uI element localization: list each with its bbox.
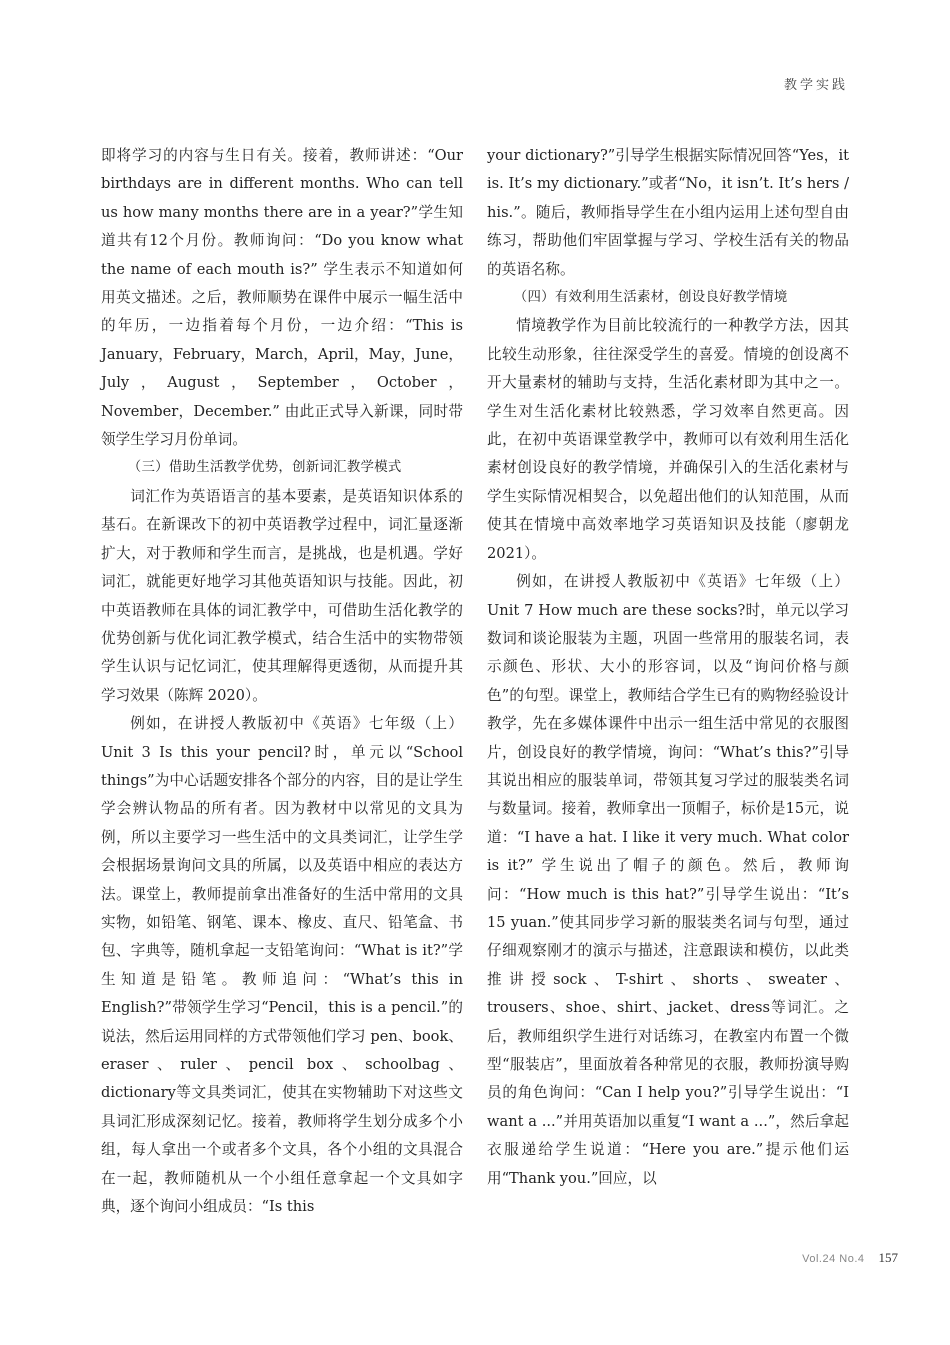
page-number: 157 xyxy=(878,1250,898,1265)
paragraph: 即将学习的内容与生日有关。接着，教师讲述：“Our birthdays are in different months. Who can tell us how many months there are in a year?”学生知道共有12个月份。教师询问：“Do you know what the name of each mouth is?” 学生表示不知道如何用英文描述。之后，教师顺势在课件中展示一幅生活中的年历，一边指着每个月份，一边介绍：“This is January，February，March，April，May，June，July，August，September，October，November，December.” 由此正式导入新课，同时带领学生学习月份单词。 xyxy=(101,147,463,449)
section-heading-4: （四）有效利用生活素材，创设良好教学情境 xyxy=(513,290,788,306)
paragraph: 情境教学作为目前比较流行的一种教学方法，因其比较生动形象，往往深受学生的喜爱。情境的创设离不开大量素材的辅助与支持，生活化素材即为其中之一。学生对生活化素材比较熟悉，学习效率自然更高。因此，在初中英语课堂教学中，教师可以有效利用生活化素材创设良好的教学情境，并确保引入的生活化素材与学生实际情况相契合，以免超出他们的认知范围，从而使其在情境中高效率地学习英语知识及技能（廖朝龙 2021）。 xyxy=(487,317,849,562)
paragraph: 词汇作为英语语言的基本要素，是英语知识体系的基石。在新课改下的初中英语教学过程中，词汇量逐渐扩大，对于教师和学生而言，是挑战，也是机遇。学好词汇，就能更好地学习其他英语知识与技能。因此，初中英语教师在具体的词汇教学中，可借助生活化教学的优势创新与优化词汇教学模式，结合生活中的实物带领学生认识与记忆词汇，使其理解得更透彻，从而提升其学习效果（陈辉 2020）。 xyxy=(101,487,463,704)
volume-info: Vol.24 No.4 xyxy=(802,1253,865,1265)
left-column xyxy=(101,142,463,1221)
paragraph: 例如，在讲授人教版初中《英语》七年级（上）Unit 7 How much are these socks?时，单元以学习数词和谈论服装为主题，巩固一些常用的服装名词，表示颜色、形状、大小的形容词，以及“询问价格与颜色”的句型。课堂上，教师结合学生已有的购物经验设计教学，先在多媒体课件中出示一组生活中常见的衣服图片，创设良好的教学情境，询问：“What’s this?”引导其说出相应的服装单词，带领其复习学过的服装类名词与数量词。接着，教师拿出一顶帽子，标价是15元，说道：“I have a hat. I like it very much. What color is it?” 学生说出了帽子的颜色。然后，教师询问：“How much is this hat?”引导学生说出：“It’s 15 yuan.”使其同步学习新的服装类名词与句型，通过仔细观察刚才的演示与描述，注意跟读和模仿，以此类推讲授sock、T-shirt、shorts、sweater、trousers、shoe、shirt、jacket、dress等词汇。之后，教师组织学生进行对话练习，在教室内布置一个微型“服装店”，里面放着各种常见的衣服，教师扮演导购员的角色询问：“Can I help you?”引导学生说出：“I want a ...”并用英语加以重复“I want a ...”，然后拿起衣服递给学生说道：“Here you are.”提示他们运用“Thank you.”回应，以 xyxy=(487,573,849,1187)
right-column xyxy=(487,142,849,1193)
page-footer xyxy=(802,1250,898,1266)
section-heading-3: （三）借助生活教学优势，创新词汇教学模式 xyxy=(127,460,402,476)
paragraph: 例如，在讲授人教版初中《英语》七年级（上）Unit 3 Is this your pencil?时，单元以“School things”为中心话题安排各个部分的内容，目的是让学生学会辨认物品的所有者。因为教材中以常见的文具为例，所以主要学习一些生活中的文具类词汇，让学生学会根据场景询问文具的所属，以及英语中相应的表达方法。课堂上，教师提前拿出准备好的生活中常用的文具实物，如铅笔、钢笔、课本、橡皮、直尺、铅笔盒、书包、字典等，随机拿起一支铅笔询问：“What is it?”学生知道是铅笔。教师追问：“What’s this in English?”带领学生学习“Pencil，this is a pencil.”的说法，然后运用同样的方式带领他们学习 pen、book、eraser、ruler、pencil box、schoolbag、dictionary等文具类词汇，使其在实物辅助下对这些文具词汇形成深刻记忆。接着，教师将学生划分成多个小组，每人拿出一个或者多个文具，各个小组的文具混合在一起，教师随机从一个小组任意拿起一个文具如字典，逐个询问小组成员：“Is this xyxy=(101,715,463,1216)
paragraph: your dictionary?”引导学生根据实际情况回答“Yes，it is. It’s my dictionary.”或者“No，it isn’t. It’s hers / his.”。随后，教师指导学生在小组内运用上述句型自由练习，帮助他们牢固掌握与学习、学校生活有关的物品的英语名称。 xyxy=(487,147,849,278)
section-header: 教学实践 xyxy=(783,78,848,93)
